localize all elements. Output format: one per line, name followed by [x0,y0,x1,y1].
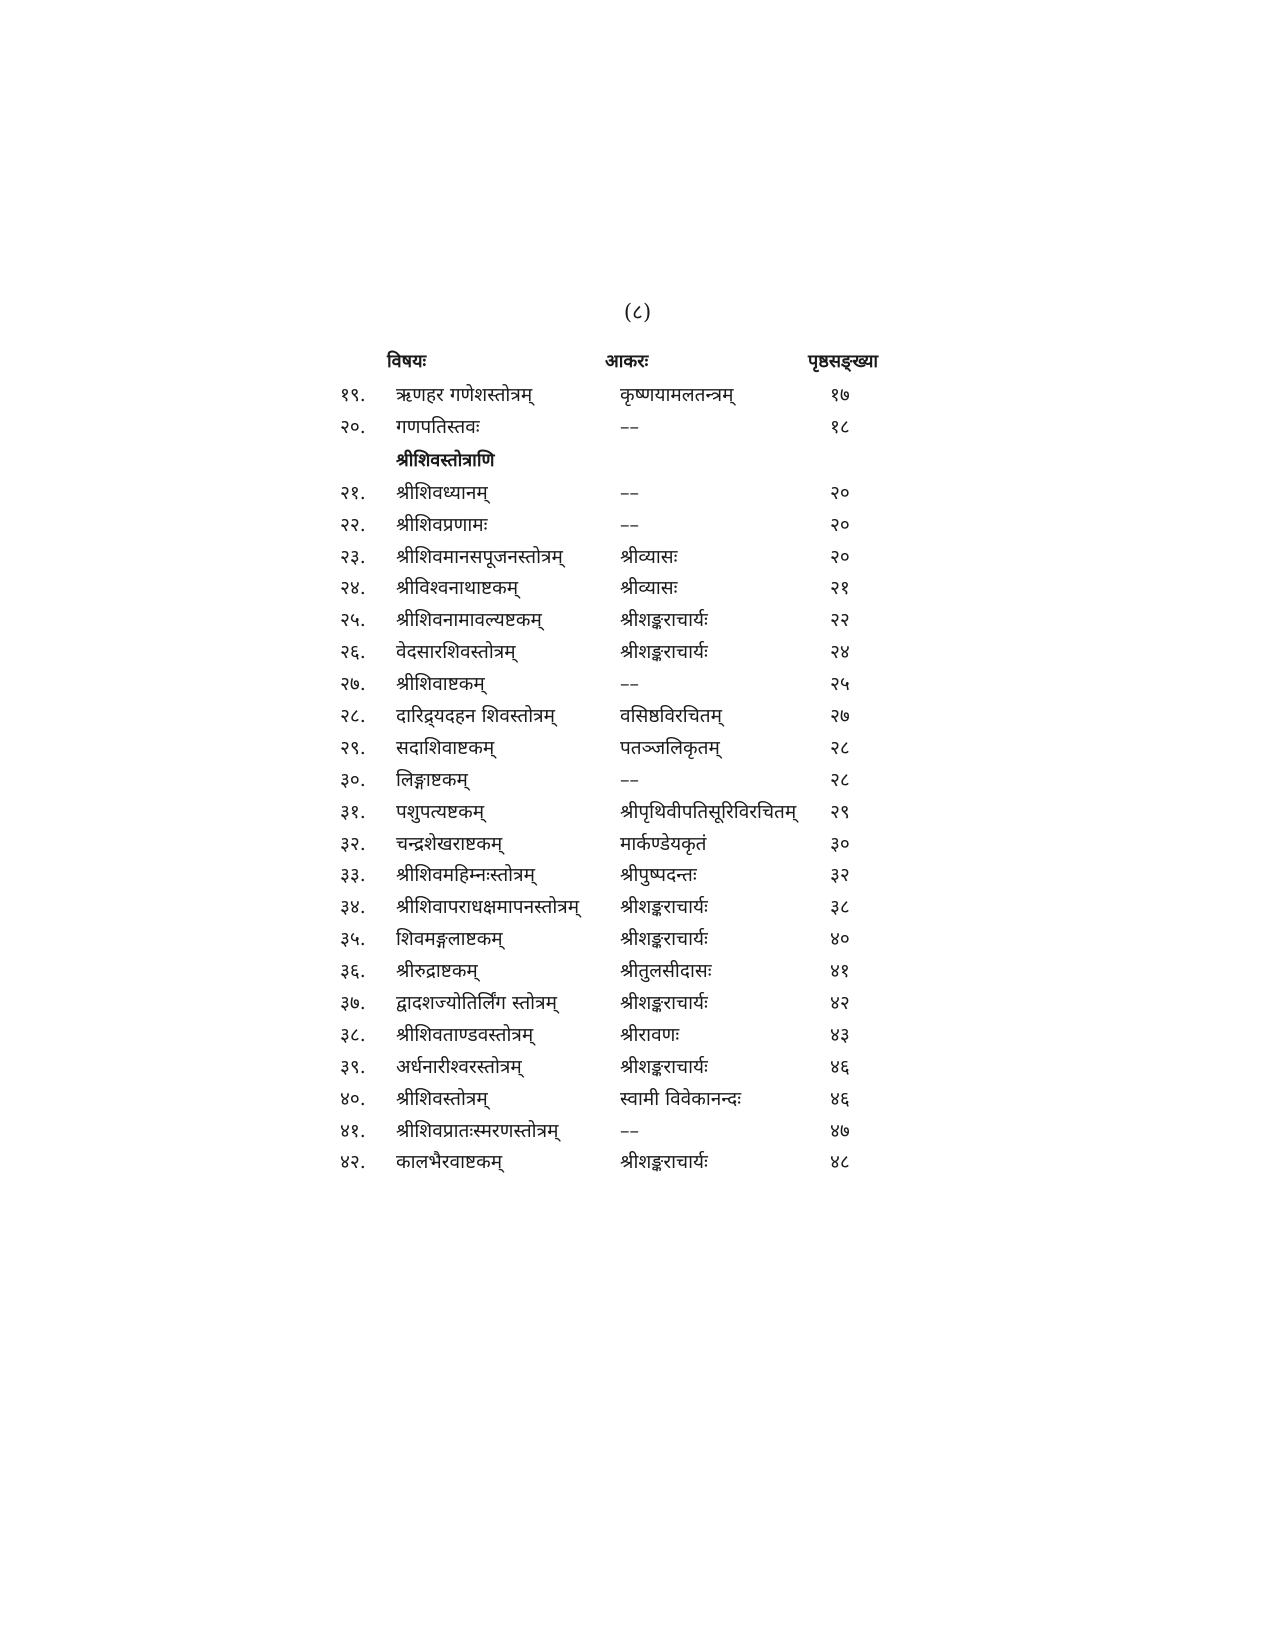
entry-page: २० [830,481,850,504]
entry-page: ४३ [830,1023,850,1046]
entry-number: ३४. [340,896,366,919]
entry-title: श्रीशिवध्यानम् [396,481,488,504]
entry-source: श्रीव्यासः [620,577,678,600]
entry-page: २७ [830,705,850,728]
entry-source: –– [620,1119,639,1142]
entry-title: द्वादशज्योतिर्लिंग स्तोत्रम् [396,992,557,1015]
table-row [340,1020,940,1052]
entry-source: पतञ्जलिकृतम् [620,736,720,759]
header-page: पृष्ठसङ्ख्या [808,351,879,372]
table-row [340,829,940,861]
table-row [340,733,940,765]
entry-page: ४६ [830,1055,850,1078]
table-row [340,892,940,924]
table-row [340,701,940,733]
section-heading-text: श्रीशिवस्तोत्राणि [396,449,495,471]
entry-source: श्रीतुलसीदासः [620,960,712,983]
header-subject: विषयः [387,351,427,372]
entry-number: २१. [340,481,366,504]
entry-title: श्रीशिवमहिम्नःस्तोत्रम् [396,864,535,887]
table-row [340,573,940,605]
entry-source: श्रीशङ्कराचार्यः [620,1151,708,1174]
entry-source: –– [620,673,639,696]
entry-number: २३. [340,545,366,568]
entry-title: वेदसारशिवस्तोत्रम् [396,641,516,664]
table-row [340,669,940,701]
entry-number: ४१. [340,1119,366,1142]
entry-source: स्वामी विवेकानन्दः [620,1087,742,1110]
entry-title: श्रीशिवप्रणामः [396,513,488,536]
table-row [340,412,940,444]
entry-number: ३६. [340,960,366,983]
entry-number: २५. [340,609,366,632]
entry-page: ४६ [830,1087,850,1110]
entry-source: –– [620,768,639,791]
entry-title: अर्धनारीश्वरस्तोत्रम् [396,1055,522,1078]
table-row [340,1052,940,1084]
entry-page: ४८ [830,1151,850,1174]
entry-title: सदाशिवाष्टकम् [396,736,495,759]
entry-page: २८ [830,736,850,759]
toc-entries-after [340,478,940,1180]
entry-title: श्रीशिवनामावल्यष्टकम् [396,609,542,632]
entry-title: पशुपत्यष्टकम् [396,800,485,823]
entry-number: १९. [340,384,366,406]
entry-number: ३०. [340,768,366,791]
table-row [340,510,940,542]
entry-page: २० [830,513,850,536]
entry-page: २१ [830,577,850,600]
page-number: (८) [623,300,652,324]
entry-title: चन्द्रशेखराष्टकम् [396,832,503,855]
entry-number: २८. [340,705,366,728]
entry-page: ४७ [830,1119,850,1142]
entry-title: गणपतिस्तवः [396,415,480,438]
entry-number: २९. [340,736,366,759]
entry-source: वसिष्ठविरचितम् [620,705,722,728]
entry-number: २२. [340,513,366,536]
entry-title: श्रीशिवमानसपूजनस्तोत्रम् [396,545,563,568]
entry-number: २०. [340,415,366,438]
entry-title: श्रीविश्वनाथाष्टकम् [396,577,519,600]
entry-source: –– [620,481,639,504]
entry-page: १८ [830,415,850,438]
entry-page: ३८ [830,896,850,919]
entry-page: ३० [830,832,850,855]
entry-number: ३५. [340,928,366,951]
entry-page: २५ [830,673,850,696]
entry-source: कृष्णयामलतन्त्रम् [620,384,734,406]
entry-page: २४ [830,641,850,664]
entry-title: दारिद्र्यदहन शिवस्तोत्रम् [396,705,555,728]
header-source: आकरः [605,351,649,372]
toc-entries-before [340,380,940,444]
entry-source: श्रीरावणः [620,1023,680,1046]
entry-source: श्रीशङ्कराचार्यः [620,896,708,919]
table-row [340,956,940,988]
entry-number: ३१. [340,800,366,823]
table-row [340,478,940,510]
table-row [340,765,940,797]
entry-page: ४० [830,928,850,951]
entry-number: ४२. [340,1151,366,1174]
table-row [340,542,940,574]
entry-title: शिवमङ्गलाष्टकम् [396,928,503,951]
entry-page: १७ [830,384,850,406]
table-row [340,380,940,412]
entry-number: ३२. [340,832,366,855]
entry-number: २६. [340,641,366,664]
entry-number: ४०. [340,1087,366,1110]
table-row [340,1084,940,1116]
entry-source: श्रीशङ्कराचार्यः [620,928,708,951]
entry-source: श्रीपुष्पदन्तः [620,864,697,887]
entry-title: श्रीशिवस्तोत्रम् [396,1087,488,1110]
table-row [340,605,940,637]
entry-source: श्रीशङ्कराचार्यः [620,609,708,632]
table-row [340,924,940,956]
entry-title: श्रीशिवाष्टकम् [396,673,485,696]
entry-source: –– [620,415,639,438]
entry-title: श्रीरुद्राष्टकम् [396,960,478,983]
toc-header-row [340,344,940,380]
entry-source: श्रीशङ्कराचार्यः [620,992,708,1015]
entry-number: ३९. [340,1055,366,1078]
table-row [340,797,940,829]
table-row [340,637,940,669]
entry-title: ऋणहर गणेशस्तोत्रम् [396,384,533,406]
entry-page: २२ [830,609,850,632]
entry-number: २४. [340,577,366,600]
section-heading [340,444,940,478]
entry-number: ३३. [340,864,366,887]
entry-number: २७. [340,673,366,696]
table-of-contents [340,344,940,1179]
entry-title: कालभैरवाष्टकम् [396,1151,503,1174]
entry-source: श्रीशङ्कराचार्यः [620,1055,708,1078]
entry-page: ३२ [830,864,850,887]
table-row [340,988,940,1020]
entry-title: श्रीशिवापराधक्षमापनस्तोत्रम् [396,896,580,919]
entry-number: ३८. [340,1023,366,1046]
table-row [340,860,940,892]
entry-source: –– [620,513,639,536]
entry-source: श्रीशङ्कराचार्यः [620,641,708,664]
entry-page: ४२ [830,992,850,1015]
entry-page: २८ [830,768,850,791]
entry-number: ३७. [340,992,366,1015]
table-row [340,1116,940,1148]
entry-source: श्रीपृथिवीपतिसूरिविरचितम् [620,800,797,823]
entry-source: श्रीव्यासः [620,545,678,568]
table-row [340,1147,940,1179]
entry-page: २० [830,545,850,568]
entry-page: ४१ [830,960,850,983]
entry-source: मार्कण्डेयकृतं [620,832,707,855]
entry-title: श्रीशिवताण्डवस्तोत्रम् [396,1023,534,1046]
entry-title: लिङ्गाष्टकम् [396,768,468,791]
entry-title: श्रीशिवप्रातःस्मरणस्तोत्रम् [396,1119,559,1142]
entry-page: २९ [830,800,850,823]
